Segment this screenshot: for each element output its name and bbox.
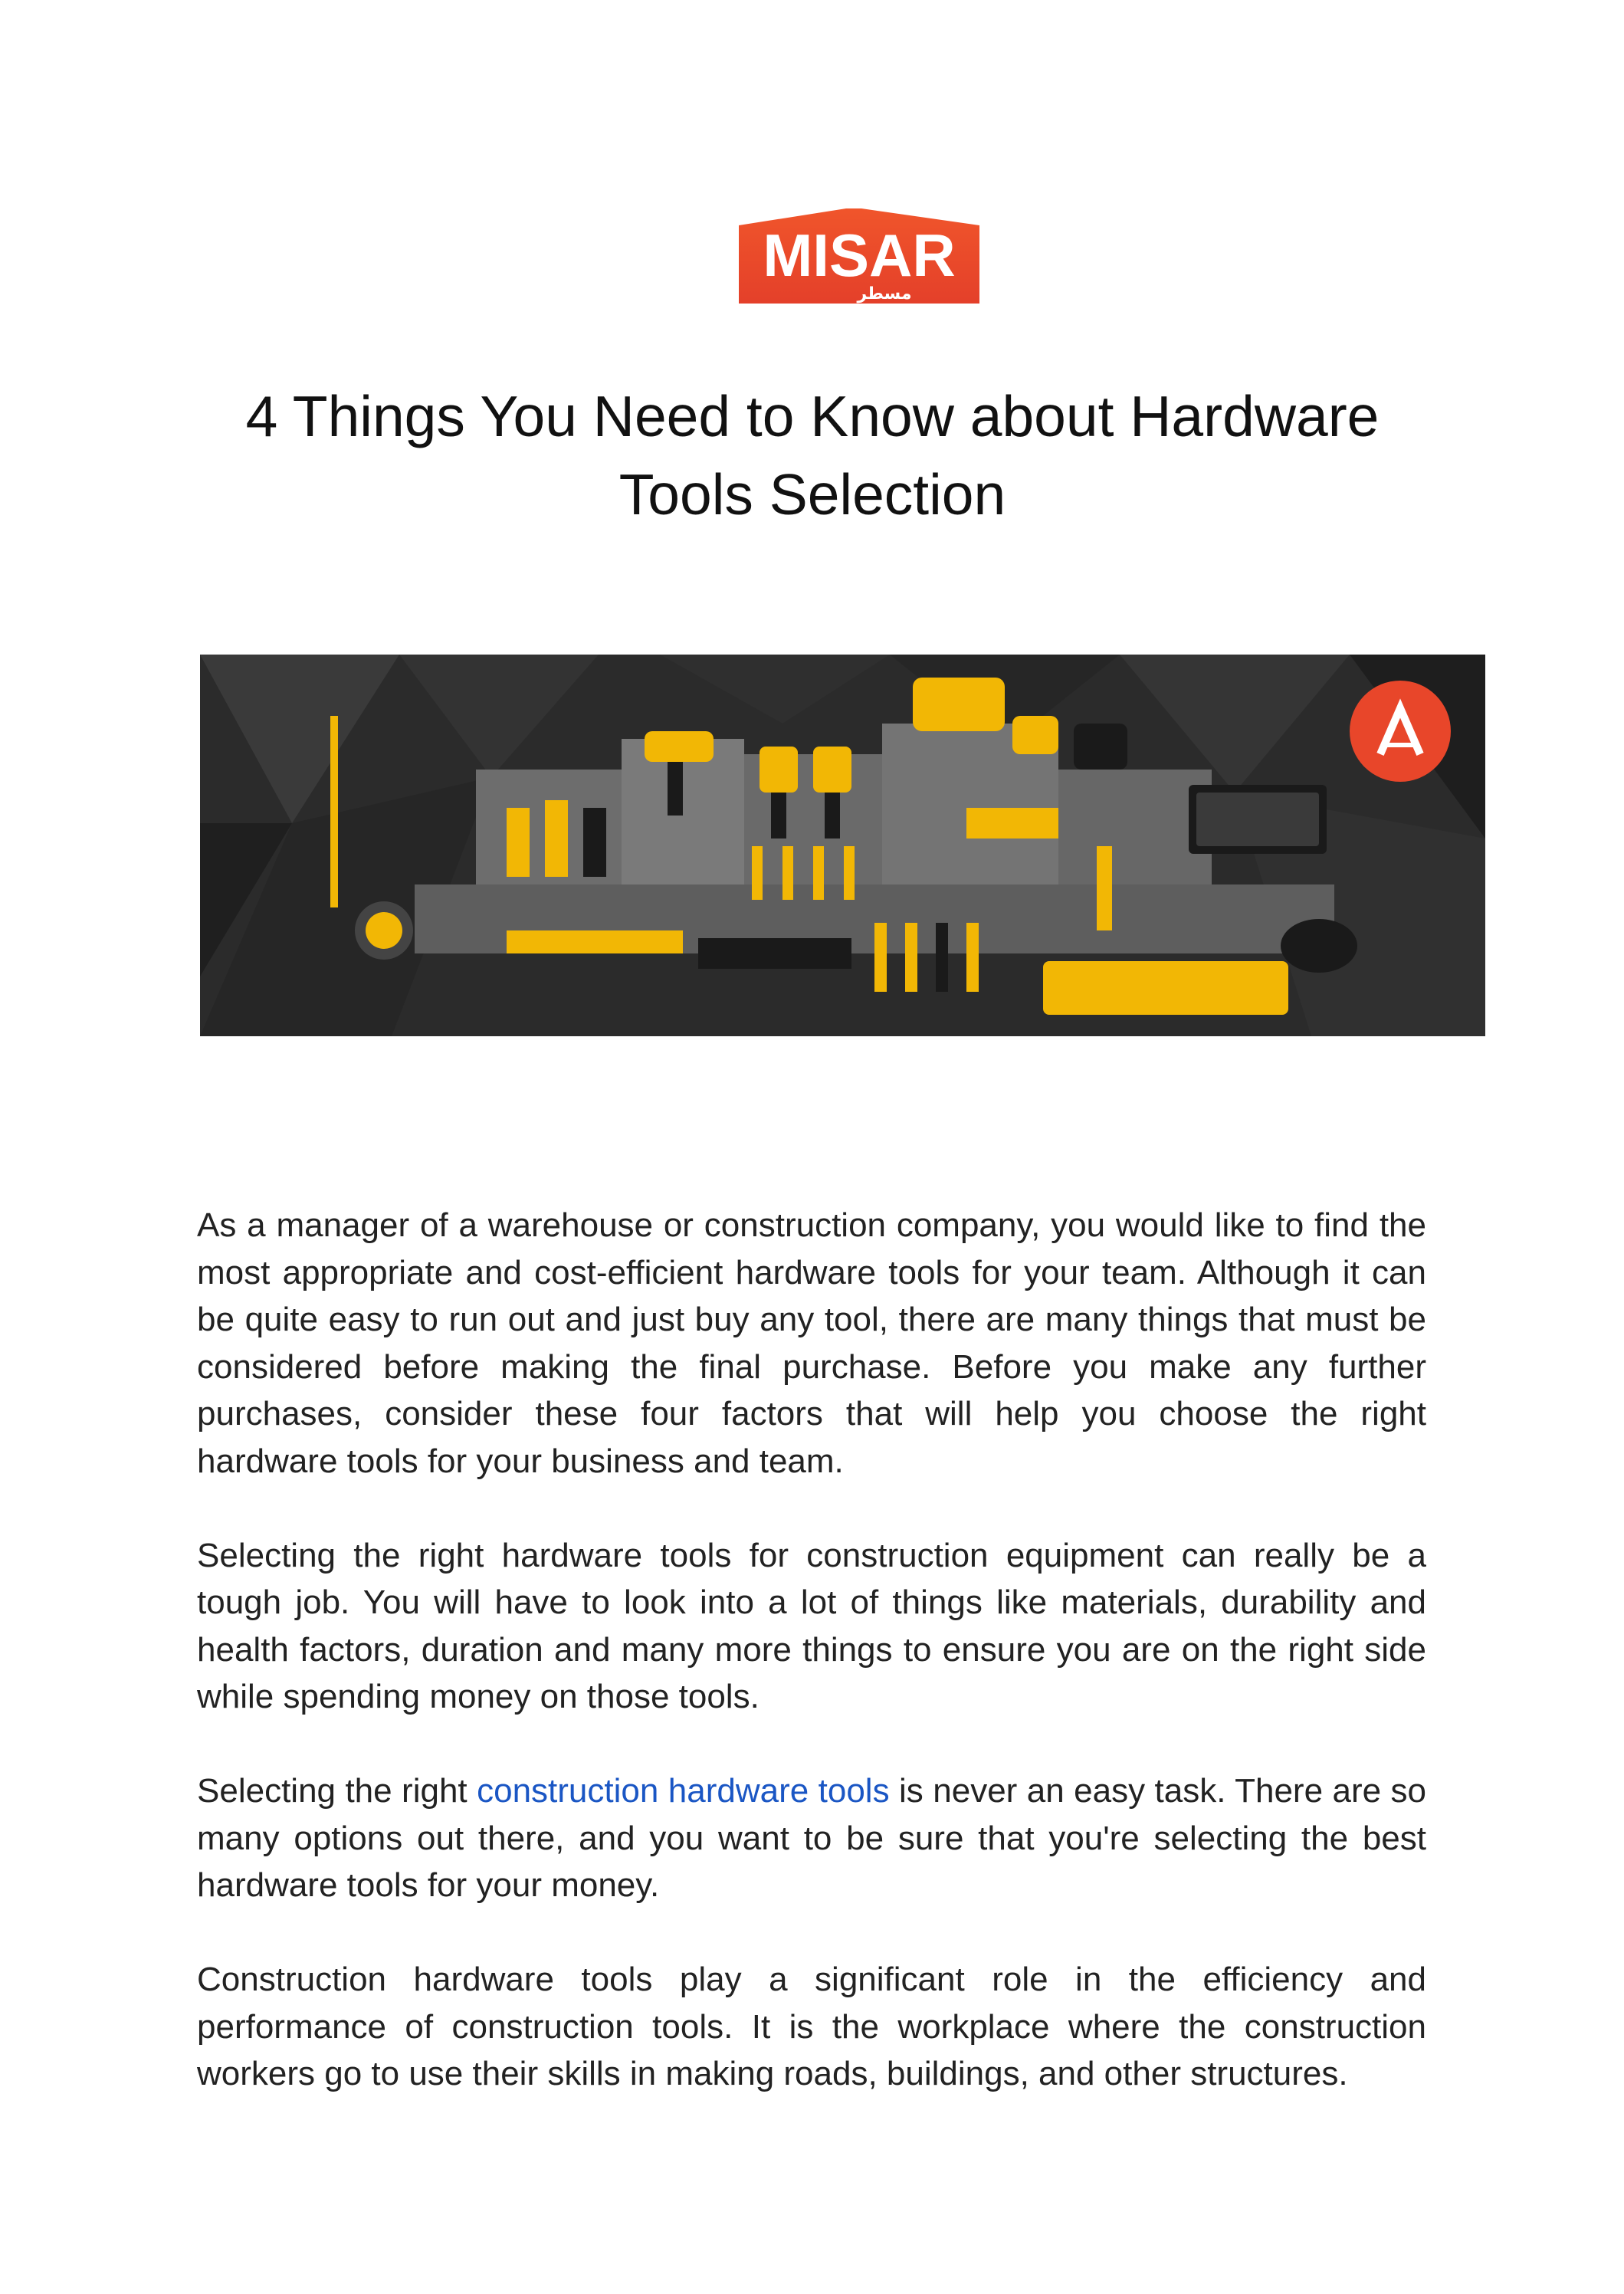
article-body — [197, 1202, 1426, 2145]
paragraph-1: As a manager of a warehouse or construction company, you would like to find the most appropriate and cost-efficient hardware tools for your team. Although it can be quite easy to run out and just buy any tool, there are many things that must be considered before making the final purchase. Before you make any further purchases, consider these four factors that will help you choose the right hardware tools for your business and team. — [197, 1206, 1426, 1480]
title-line-1: 4 Things You Need to Know about Hardware — [245, 384, 1380, 448]
paragraph-3-start: Selecting the right — [197, 1772, 477, 1810]
paragraph-3 — [197, 1767, 1426, 1909]
misar-logo — [739, 208, 979, 304]
page-title — [123, 377, 1502, 533]
paragraph-4: Construction hardware tools play a significant role in the efficiency and performance of construction tools. It is the workplace where the construction workers go to use their skills in making roads, buildings, and other structures. — [197, 1961, 1426, 2092]
misar-logo-icon — [739, 208, 979, 304]
hardware-tools-display-icon — [200, 655, 1485, 1036]
paragraph-3-end: is never an easy task. There are so many options out there, and you want to be sure that you're selecting the best hardware tools for your money. — [197, 1772, 1426, 1904]
hero-banner-image — [200, 655, 1485, 1036]
logo-text: MISAR — [763, 222, 956, 289]
construction-hardware-tools-link[interactable]: construction hardware tools — [477, 1772, 890, 1810]
logo-arabic-text: مسطر — [857, 284, 912, 304]
paragraph-2: Selecting the right hardware tools for construction equipment can really be a tough job. You will have to look into a lot of things like materials, durability and health factors, duration and many more things to ensure you are on the right side while spending money on those tools. — [197, 1536, 1426, 1715]
title-line-2: Tools Selection — [618, 462, 1006, 527]
misar-round-logo-icon — [1350, 681, 1451, 782]
